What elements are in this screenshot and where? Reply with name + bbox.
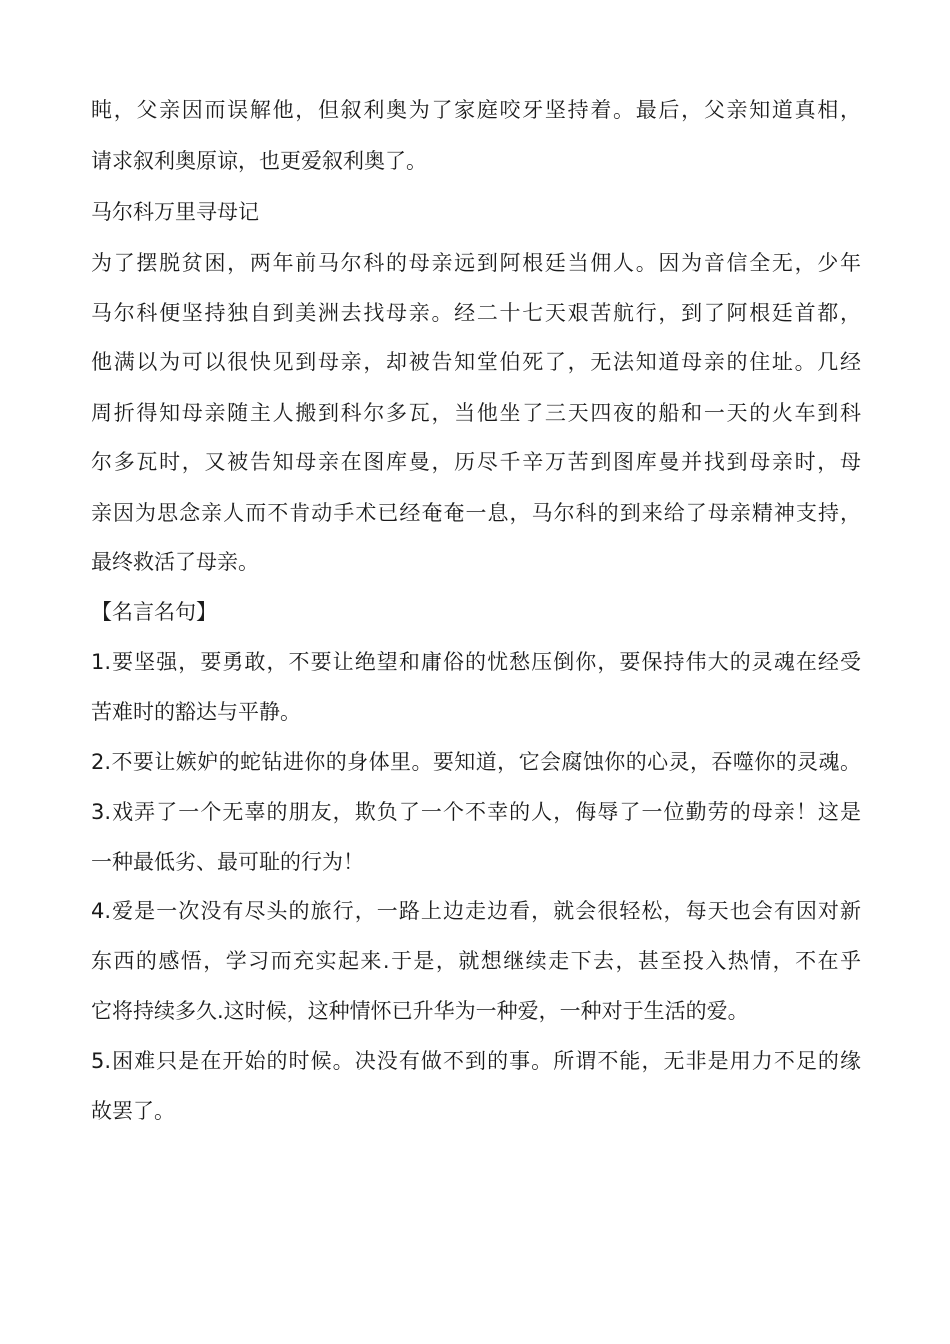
quote-line: 1.要坚强，要勇敢，不要让绝望和庸俗的忧愁压倒你，要保持伟大的灵魂在经受 — [91, 650, 861, 674]
quote-line: 一种最低劣、最可耻的行为！ — [91, 850, 364, 874]
quote-line: 苦难时的豁达与平静。 — [91, 700, 301, 724]
story-text-line: 盹，父亲因而误解他，但叙利奥为了家庭咬牙坚持着。最后，父亲知道真相， — [91, 98, 861, 122]
quote-line: 东西的感悟，学习而充实起来.于是，就想继续走下去，甚至投入热情，不在乎 — [91, 949, 861, 973]
quote-line: 5.困难只是在开始的时候。决没有做不到的事。所谓不能，无非是用力不足的缘 — [91, 1049, 861, 1073]
quote-line: 2.不要让嫉妒的蛇钻进你的身体里。要知道，它会腐蚀你的心灵，吞噬你的灵魂。 — [91, 750, 861, 774]
quote-line: 故罢了。 — [91, 1099, 175, 1123]
story-text-line: 尔多瓦时，又被告知母亲在图库曼，历尽千辛万苦到图库曼并找到母亲时，母 — [91, 450, 861, 474]
quote-line: 3.戏弄了一个无辜的朋友，欺负了一个不幸的人，侮辱了一位勤劳的母亲！这是 — [91, 800, 861, 824]
story-text-line: 最终救活了母亲。 — [91, 550, 259, 574]
story-text-line: 亲因为思念亲人而不肯动手术已经奄奄一息，马尔科的到来给了母亲精神支持， — [91, 501, 861, 525]
story-title: 马尔科万里寻母记 — [91, 200, 259, 224]
quotes-heading: 【名言名句】 — [91, 600, 217, 624]
story-text-line: 周折得知母亲随主人搬到科尔多瓦，当他坐了三天四夜的船和一天的火车到科 — [91, 401, 861, 425]
story-text-line: 为了摆脱贫困，两年前马尔科的母亲远到阿根廷当佣人。因为音信全无，少年 — [91, 251, 861, 275]
story-text-line: 他满以为可以很快见到母亲，却被告知堂伯死了，无法知道母亲的住址。几经 — [91, 350, 861, 374]
quote-line: 4.爱是一次没有尽头的旅行，一路上边走边看，就会很轻松，每天也会有因对新 — [91, 899, 861, 923]
quote-line: 它将持续多久.这时候，这种情怀已升华为一种爱，一种对于生活的爱。 — [91, 999, 749, 1023]
story-text-line: 请求叙利奥原谅，也更爱叙利奥了。 — [91, 149, 427, 173]
story-text-line: 马尔科便坚持独自到美洲去找母亲。经二十七天艰苦航行，到了阿根廷首都， — [91, 301, 861, 325]
